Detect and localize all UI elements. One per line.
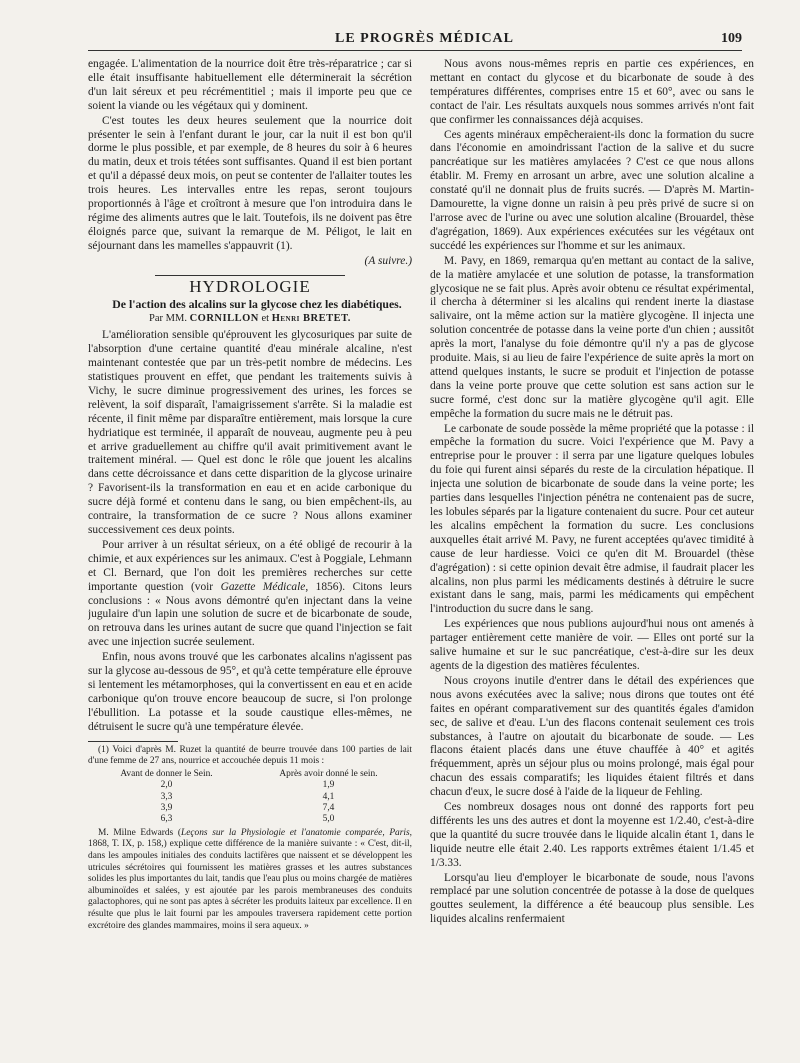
table-cell: 3,9 <box>160 803 173 813</box>
text-run: , 1856). Citons leurs conclusions : « Nous avons démontré qu'en injectant dans la veine jugulaire d'un lapin une solution de sucre et de bicarbonate de soude, on retrouva dans les urines autant de sucre que quand l'injection se fait avec une injection sucrée seulement. <box>88 580 412 649</box>
footnote: (1) Voici d'après M. Ruzet la quantité de beurre trouvée dans 100 parties de lait d'une femme de 27 ans, nourrice et accouchée depuis 11 mois : <box>88 744 412 767</box>
table-header: Après avoir donné le sein. <box>279 768 378 779</box>
butter-table <box>88 769 412 826</box>
table-header-row <box>88 769 412 780</box>
left-column <box>88 58 412 1053</box>
right-column <box>430 58 754 1053</box>
paragraph: Lorsqu'au lieu d'employer le bicarbonate de soude, nous l'avons remplacé par une solution concentrée de potasse à la dose de quelques gouttes seulement, la différence a été beaucoup plus sensible. Les liquides alcalins renfermaient <box>430 871 754 926</box>
table-cell: 4,1 <box>322 791 335 802</box>
byline <box>88 312 412 326</box>
paragraph: Nous avons nous-mêmes repris en partie ces expériences, en mettant en contact du glycose et du bicarbonate de soude à des températures différentes, comprises entre 15 et 60°, avec ou sans le contact de l'air. Les résultats auxquels nous sommes arrivés n'ont fait que confirmer les connaissances déjà acquises. <box>430 58 754 126</box>
table-cell: 2,0 <box>160 780 173 791</box>
text-run: Pour arriver à un résultat sérieux, on a été obligé de recourir à la chimie, et aux expériences sur les animaux. C'est à Poggiale, Lehmann et Cl. Bernard, que l'on doit les premières recherches sur cette importante question (voir <box>88 538 412 593</box>
table-cell: 5,0 <box>322 814 335 825</box>
paragraph: C'est toutes les deux heures seulement que la nourrice doit présenter le sein à l'enfant durant le jour, car la nuit il est bon qu'il dorme le plus possible, et par exemple, de 8 heures du soir à 6 heures du matin, deux et trois tétées sont suffisantes. Quand il est bien portant et qu'il a dépassé deux mois, on peut se contenter de l'allaiter toutes les trois heures. Les intervalles entre les repas, seront toujours proportionnés à l'âge et croîtront à mesure que l'on introduira dans le régime des aliments autres que le lait. Toutefois, ils ne doivent pas être éloignés parce que, suivant la remarque de M. Péligot, le lait en séjournant dans les mamelles s'appauvrit (1). <box>88 114 412 252</box>
table-row <box>88 803 412 814</box>
table-cell: 1,9 <box>322 780 335 791</box>
paragraph: Le carbonate de soude possède la même propriété que la potasse : il empêche la formation du sucre. Voici l'expérience que M. Pavy a entreprise pour le prouver : il serra par une ligature quelques lobules du foie qui furent ainsi séparés du reste de la circulation hépatique. Il injecta une solution de bicarbonate de soude dans la veine porte; les parties dans lesquelles l'injection pénétra ne contenaient pas de sucre, les lobules séparés par la ligature contenaient du sucre. Pour cet auteur les alcalins empêchent la formation du sucre. Les conclusions auxquelles était arrivé M. Pavy, ne furent acceptées qu'avec timidité à cause de leur hardiesse. Voici ce qu'en dit M. Brouardel (thèse d'agrégation) : si cette opinion devait être admise, il faudrait placer les alcalins, non plus parmi les médicaments destinés à détruire le sucre existant dans le sang, mais, parmi les médicaments qui empêchent l'introduction du sucre dans le sang. <box>430 422 754 616</box>
table-row <box>88 780 412 791</box>
paragraph: L'amélioration sensible qu'éprouvent les glycosuriques par suite de l'absorption d'une certaine quantité d'eau minérale alcaline, n'est maintenant contestée que par un très-petit nombre de médecins. Les statistiques prouvent en effet, que pendant les traitements suivis à Vichy, le sucre diminue progressivement des urines, les forces se relèvent, la soif disparaît, l'amaigrissement s'arrête. Si la maladie est récente, il finit même par disparaître entièrement, mais lorsque la cure hydriatique est terminée, il apparaît de nouveau, augmente peu à peu et arrive graduellement au chiffre qu'il avait primitivement avant le traitement minéral. — Quel est donc le rôle que jouent les alcalins dans cette décroissance et dans cette disparition de la glycose urinaire ? Favorisent-ils la transformation en eau et en acide carbonique du sucre déjà formé et contenu dans le sang, ou bien empêchent-ils, au contraire, la transformation de ce sucre ? Nous allons examiner successivement ces deux points. <box>88 329 412 536</box>
paragraph: Nous croyons inutile d'entrer dans le détail des expériences que nous avons exécutées avec la salive; nous dirons que toutes ont été faites en opérant comparativement sur des quantités égales d'amidon sec, de salive et d'eau. L'un des flacons contenait seulement ces trois substances, à l'autre on ajoutait du bicarbonate de soude. — Les flacons étaient placés dans une étuve chauffée à 40° et agités fréquemment, après un séjour plus ou moins prolongé, mais égal pour chacun des essais comparatifs; les liquides étaient filtrés et dans chacun d'eux, le sucre dosé à l'aide de la liqueur de Fehling. <box>430 674 754 799</box>
journal-title: LE PROGRÈS MÉDICAL <box>334 31 515 46</box>
paragraph: engagée. L'alimentation de la nourrice doit être très-réparatrice ; car si elle était insuffisante habituellement elle déterminerait la sécrétion d'un lait séreux et peu récrémentitiel ; mais il importe peu que ce soient la viande ou les végétaux qui y dominent. <box>88 58 412 112</box>
table-header: Avant de donner le Sein. <box>120 768 213 779</box>
paragraph: M. Pavy, en 1869, remarqua qu'en mettant au contact de la salive, de la matière amylacée et une solution de potasse, la transformation glycosique ne se fait plus. Après avoir obtenu ce résultat expérimental, il chercha à déterminer si les alcalins qui rendent inerte la diastase salivaire, ont la même action sur la matière glycogène. Il injecta une solution concentrée de potasse dans la veine porte d'un chien ; aussitôt après la mort, l'analyse du foie démontre qu'il n'y a pas de glycose produite. Mais, si au lieu de faire l'expérience de suite après la mort on attend quelques instants, le sucre se produit et l'injection de potasse dans la veine porte prouve que cette solution est sans action sur le sucre formé, c'est donc sur la matière glycogène qu'il agit. Elle empêche la formation du sucre mais ne le détruit pas. <box>430 254 754 420</box>
section-title: HYDROLOGIE <box>189 276 311 296</box>
text-run: M. Milne Edwards ( <box>98 827 181 838</box>
footnote <box>88 828 412 932</box>
two-column-body <box>88 58 754 1053</box>
continued-label: (A suivre.) <box>364 254 412 267</box>
paragraph: Ces nombreux dosages nous ont donné des rapports fort peu différents les uns des autres et dont la moyenne est 1/2.40, c'est-à-dire que la quantité du sucre trouvée dans le liquide alcalin étant 1, dans le liquide neutre elle était 2.40. Les rapports extrêmes étaient 1/1.45 et 1/3.33. <box>430 801 754 869</box>
author-name: Henri BRETET. <box>271 313 351 325</box>
paragraph: Les expériences que nous publions aujourd'hui nous ont amenés à partager entièrement cette manière de voir. — Elles ont porté sur la salive humaine et sur le suc pancréatique, c'est-à-dire sur les deux agents de la digestion des matières féculentes. <box>430 618 754 672</box>
table-row <box>88 792 412 803</box>
byline-prefix: Par MM. <box>149 313 187 325</box>
journal-citation: Gazette Médicale <box>220 580 306 593</box>
page-number: 109 <box>721 31 742 46</box>
paragraph: Ces agents minéraux empêcheraient-ils donc la formation du sucre dans l'économie en amoindrissant l'action de la salive et du sucre pancréatique sur les matières amylacées ? C'est ce que nous allons établir. M. Fremy en arrosant un arbre, avec une solution alcaline a constaté qu'il ne donnait plus de fruits sucrés. — D'après M. Martin-Damourette, la vigne donne un raisin à peu près privé de sucre si on l'arrose avec de l'urine ou avec une solution alcaline (Brouardel, thèse d'agrégation, 1869). Aux expériences exécutées sur les végétaux ont succédé les expériences sur l'homme et sur les animaux. <box>430 128 754 252</box>
table-cell: 7,4 <box>322 803 335 813</box>
author-name: CORNILLON <box>189 313 259 325</box>
paragraph: Enfin, nous avons trouvé que les carbonates alcalins n'agissent pas sur la glycose au-dessous de 95°, et qu'à cette température elle éprouve si lentement les métamorphoses, qui la convertissent en eau et en acide carbonique qu'on trouve encore beaucoup de sucre, si l'on prolonge l'ébullition. La potasse et la soude caustique elles-mêmes, ne détruisent le sucre qu'à une température élevée. <box>88 651 412 733</box>
table-cell: 3,3 <box>160 791 173 802</box>
article-title: De l'action des alcalins sur la glycose chez les diabétiques. <box>112 296 402 311</box>
table-row <box>88 814 412 825</box>
byline-conjunction: et <box>261 313 270 325</box>
continued-note <box>88 255 412 269</box>
running-head <box>88 28 742 51</box>
footnote-divider <box>88 741 178 742</box>
book-citation: Leçons sur la Physiologie et l'anatomie comparée, Paris <box>181 827 410 838</box>
paragraph <box>88 539 412 650</box>
table-cell: 6,3 <box>160 814 173 825</box>
section-divider <box>155 275 345 276</box>
text-run: , 1868, T. IX, p. 158,) explique cette différence de la manière suivante : « C'est, dit-il, dans les ampoules initiales des conduits lactifères que naissent et se développent les utricules sécrétoires qui fournissent les matières grasses et les autres substances solides les plus importantes du lait, tandis que l'eau plus ou moins chargée de matières albuminoïdes et salées, y est ajoutée par les parois membraneuses des conduits galactophores, qui ne sont pas aptes à sécréter les produits laiteux par excellence. Il en résulte que plus le lait fourni par les ampoules traversera rapidement cette portion excrétoire des glandes mammaires, moins il sera aqueux. » <box>88 827 412 931</box>
